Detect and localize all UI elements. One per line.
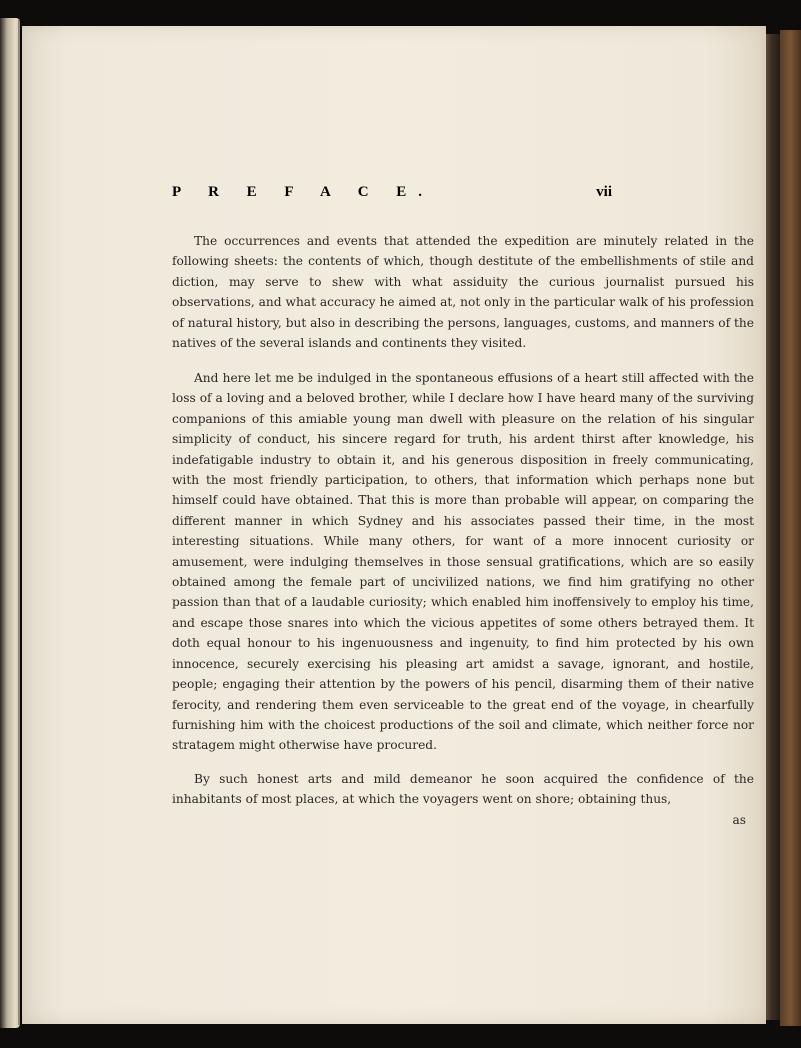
running-head [22,184,612,208]
book-page [22,26,766,1024]
paragraph: And here let me be indulged in the spontaneous effusions of a heart still affected with the loss of a loving and a beloved brother, while I declare how I have heard many of the surviving companions of this amiable young man dwell with pleasure on the relation of his singular simplicity of conduct, his sincere regard for truth, his ardent thirst after knowledge, his indefatigable industry to obtain it, and his generous disposition in freely communicating, with the most friendly participation, to others, that information which perhaps none but himself could have obtained. That this is more than probable will appear, on comparing the different manner in which Sydney and his associates passed their time, in the most interesting situations. While many others, for want of a more innocent curiosity or amusement, were indulging themselves in those sensual gratifications, which are so easily obtained among the female part of uncivilized nations, we find him gratifying no other passion than that of a laudable curiosity; which enabled him inoffensively to employ his time, and escape those snares into which the vicious appetites of some others betrayed them. It doth equal honour to his ingenuousness and ingenuity, to find him protected by his own innocence, securely exercising his pleasing art amidst a savage, ignorant, and hostile, people; engaging their attention by the powers of his pencil, disarming them of their native ferocity, and rendering them even serviceable to the great end of the voyage, in chearfully furnishing him with the choicest productions of the soil and climate, which neither force nor stratagem might otherwise have procured. [172,371,754,753]
paragraph: By such honest arts and mild demeanor he soon acquired the confidence of the inhabitants of most places, at which the voyagers went on shore; obtaining thus, [172,772,754,807]
paragraph: The occurrences and events that attended the expedition are minutely related in the following sheets: the contents of which, though destitute of the embellishments of stile and diction, may serve to shew with what assiduity the curious journalist pursued his observations, and what accuracy he aimed at, not only in the particular walk of his profession of natural history, but also in describing the persons, languages, customs, and manners of the natives of the several islands and continents they visited. [172,234,754,351]
running-head-title: P R E F A C E. [172,184,435,200]
catchword: as [732,813,746,827]
book-cover-board [780,30,801,1026]
page-number: vii [596,184,612,200]
facing-page-edge [0,18,20,1028]
